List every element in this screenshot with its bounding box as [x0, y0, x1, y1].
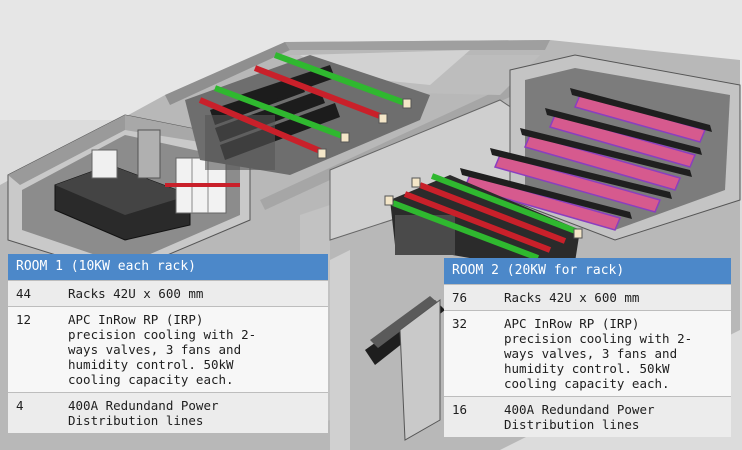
- room1-power-desc: 400A Redundand Power Distribution lines: [68, 398, 219, 428]
- room1-power-qty: 4: [16, 398, 24, 413]
- room1-row-power: [8, 392, 328, 433]
- room2-row-cooling: [444, 310, 731, 396]
- room1-racks-desc: Racks 42U x 600 mm: [68, 286, 204, 301]
- room1-racks-qty: 44: [16, 286, 32, 301]
- room1-title: ROOM 1 (10KW each rack): [8, 254, 328, 280]
- room2-cooling-desc: APC InRow RP (IRP) precision cooling with 2- ways valves, 3 fans and humidity control. 50kW cooling capacity each.: [504, 316, 693, 391]
- room2-cooling-qty: 32: [452, 316, 468, 331]
- room1-row-cooling: [8, 306, 328, 392]
- room2-row-racks: [444, 284, 731, 310]
- room1-spec-table: [8, 254, 328, 433]
- room2-title: ROOM 2 (20KW for rack): [444, 258, 731, 284]
- room1-row-racks: [8, 280, 328, 306]
- room1-cooling-desc: APC InRow RP (IRP) precision cooling with 2- ways valves, 3 fans and humidity control. 50kW cooling capacity each.: [68, 312, 257, 387]
- room2-row-power: [444, 396, 731, 437]
- room2-racks-desc: Racks 42U x 600 mm: [504, 290, 640, 305]
- room2-spec-table: [444, 258, 731, 437]
- room2-power-desc: 400A Redundand Power Distribution lines: [504, 402, 655, 432]
- room2-racks-qty: 76: [452, 290, 468, 305]
- room2-power-qty: 16: [452, 402, 468, 417]
- room1-cooling-qty: 12: [16, 312, 32, 327]
